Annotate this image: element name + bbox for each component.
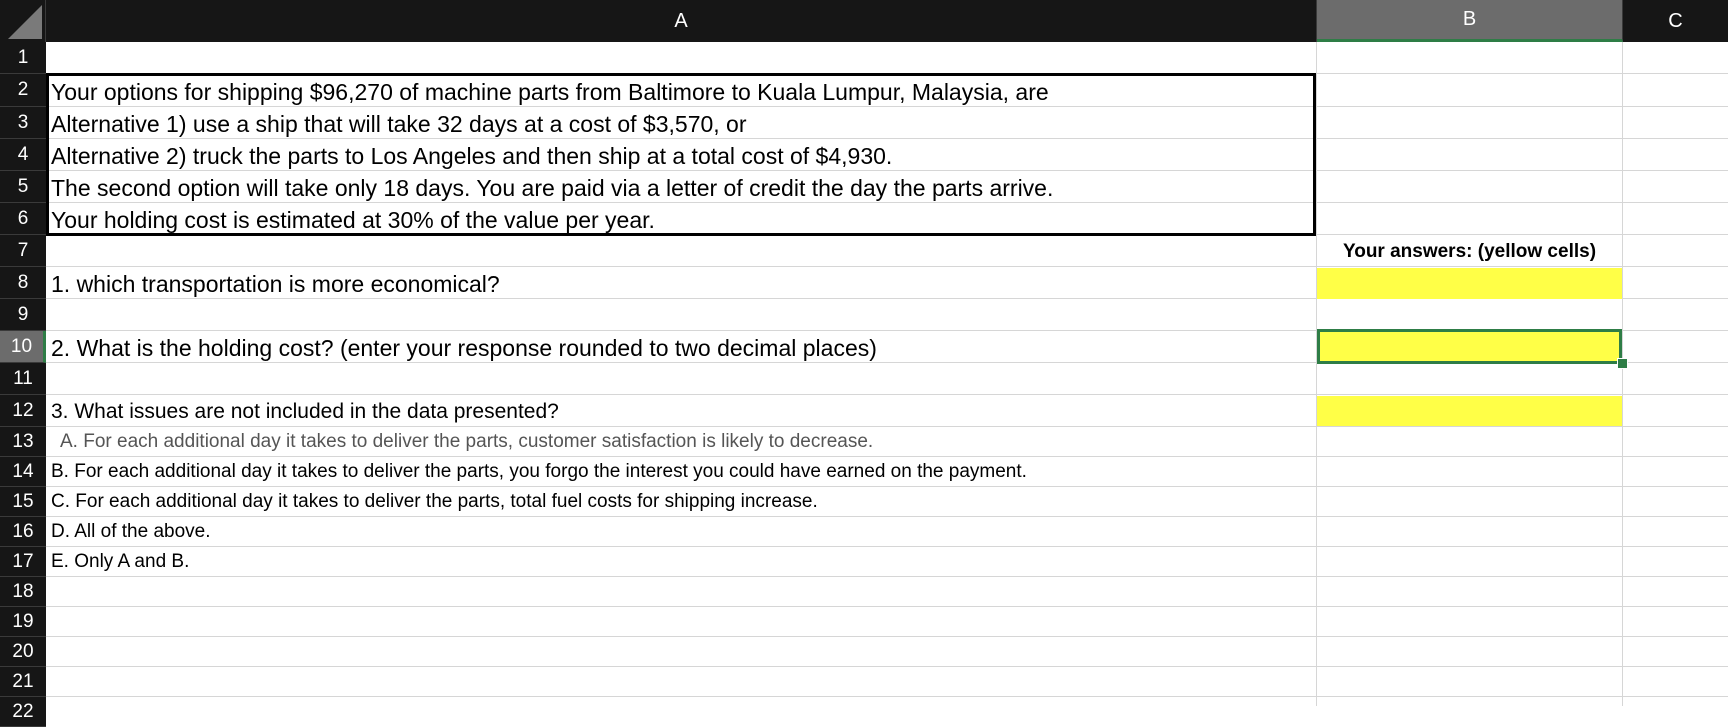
row-header[interactable]: 15 bbox=[0, 487, 46, 517]
row-header[interactable]: 11 bbox=[0, 363, 46, 395]
answers-label[interactable]: Your answers: (yellow cells) bbox=[1342, 241, 1597, 262]
answer-cell-q1[interactable] bbox=[1317, 268, 1622, 299]
gridline bbox=[46, 636, 1728, 637]
gridline bbox=[46, 696, 1728, 697]
column-header-a[interactable]: A bbox=[46, 0, 1317, 42]
select-all-icon bbox=[8, 5, 42, 39]
gridline bbox=[46, 576, 1728, 577]
row-header[interactable]: 19 bbox=[0, 607, 46, 637]
problem-line-5[interactable]: Your holding cost is estimated at 30% of the value per year. bbox=[51, 206, 655, 233]
question-3[interactable]: 3. What issues are not included in the data presented? bbox=[51, 400, 559, 423]
problem-line-3[interactable]: Alternative 2) truck the parts to Los Angeles and then ship at a total cost of $4,930. bbox=[51, 142, 893, 169]
row-header[interactable]: 21 bbox=[0, 667, 46, 697]
row-header[interactable]: 3 bbox=[0, 107, 46, 139]
question-1[interactable]: 1. which transportation is more economical? bbox=[51, 270, 500, 297]
fill-handle[interactable] bbox=[1617, 358, 1628, 369]
problem-line-2[interactable]: Alternative 1) use a ship that will take 32 days at a cost of $3,570, or bbox=[51, 110, 747, 137]
problem-line-1[interactable]: Your options for shipping $96,270 of machine parts from Baltimore to Kuala Lumpur, Malaysia, are bbox=[51, 78, 1049, 105]
column-header-c[interactable]: C bbox=[1623, 0, 1728, 42]
row-header[interactable]: 14 bbox=[0, 457, 46, 487]
row-header[interactable]: 7 bbox=[0, 235, 46, 267]
row-header[interactable]: 9 bbox=[0, 299, 46, 331]
problem-line-4[interactable]: The second option will take only 18 days. You are paid via a letter of credit the day the parts arrive. bbox=[51, 174, 1054, 201]
row-header[interactable]: 18 bbox=[0, 577, 46, 607]
row-header[interactable]: 4 bbox=[0, 139, 46, 171]
question-2[interactable]: 2. What is the holding cost? (enter your response rounded to two decimal places) bbox=[51, 334, 877, 361]
gridline bbox=[46, 606, 1728, 607]
option-e[interactable]: E. Only A and B. bbox=[51, 551, 190, 572]
answer-cell-q2[interactable] bbox=[1317, 329, 1622, 364]
option-a[interactable]: A. For each additional day it takes to deliver the parts, customer satisfaction is likely to decrease. bbox=[60, 431, 874, 452]
option-b[interactable]: B. For each additional day it takes to deliver the parts, you forgo the interest you could have earned on the payment. bbox=[51, 461, 1027, 482]
row-header[interactable]: 13 bbox=[0, 427, 46, 457]
row-header[interactable]: 1 bbox=[0, 42, 46, 74]
row-header[interactable]: 20 bbox=[0, 637, 46, 667]
row-header[interactable]: 2 bbox=[0, 74, 46, 107]
gridline bbox=[46, 546, 1728, 547]
row-header-selected[interactable]: 10 bbox=[0, 331, 46, 363]
answer-cell-q3[interactable] bbox=[1317, 396, 1622, 426]
row-header[interactable]: 8 bbox=[0, 267, 46, 299]
row-header[interactable]: 17 bbox=[0, 547, 46, 577]
row-header[interactable]: 16 bbox=[0, 517, 46, 547]
row-header[interactable]: 12 bbox=[0, 395, 46, 427]
gridline bbox=[46, 394, 1728, 395]
option-c[interactable]: C. For each additional day it takes to deliver the parts, total fuel costs for shipping increase. bbox=[51, 491, 818, 512]
gridline bbox=[46, 666, 1728, 667]
select-all-corner[interactable] bbox=[0, 0, 46, 42]
option-d[interactable]: D. All of the above. bbox=[51, 521, 211, 542]
column-header-b[interactable]: B bbox=[1317, 0, 1623, 42]
row-header[interactable]: 5 bbox=[0, 171, 46, 203]
row-header[interactable]: 6 bbox=[0, 203, 46, 235]
row-header[interactable]: 22 bbox=[0, 697, 46, 727]
